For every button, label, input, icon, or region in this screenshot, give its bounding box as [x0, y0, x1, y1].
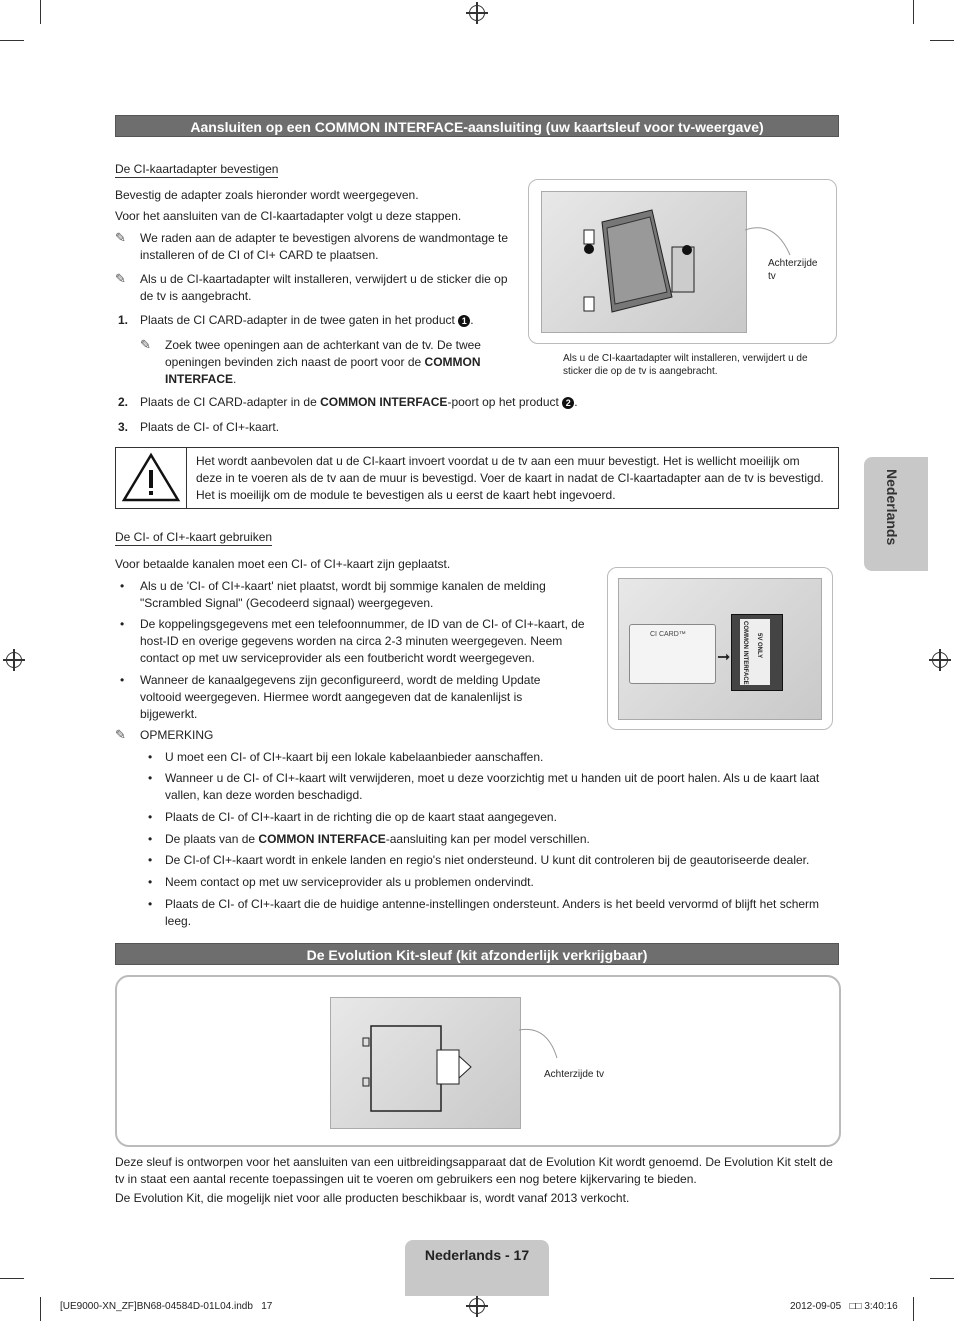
bullet-icon: •	[148, 897, 153, 911]
paragraph: Bevestig de adapter zoals hieronder wordt weergegeven.	[115, 188, 419, 202]
language-tab	[864, 457, 928, 571]
warning-box	[115, 447, 839, 509]
figure-label: Achterzijde tv	[544, 1069, 605, 1080]
pencil-note-icon: ✎	[115, 271, 126, 286]
step-number: 2.	[118, 395, 129, 409]
registration-mark-icon	[469, 1298, 485, 1314]
bullet-icon: •	[148, 771, 153, 785]
step-3: Plaats de CI- of CI+-kaart.	[140, 420, 280, 434]
step-number: 1.	[118, 313, 129, 327]
figure-evolution-image	[330, 997, 521, 1129]
crop-mark	[913, 0, 914, 24]
crop-mark	[0, 40, 24, 41]
card-label: CI CARD™	[650, 631, 686, 638]
crop-mark	[40, 1297, 41, 1321]
figure-caption: Als u de CI-kaartadapter wilt installeren, verwijdert u de sticker die op de tv is aangebracht.	[563, 353, 808, 377]
slot-label: COMMON INTERFACE	[742, 621, 748, 685]
figure-card-image	[618, 578, 822, 720]
bullet-icon: •	[148, 832, 153, 846]
bullet-icon: •	[148, 810, 153, 824]
paragraph: Deze sleuf is ontworpen voor het aansluiten van een uitbreidingsapparaat dat de Evolution Kit wordt genoemd. De Evolution Kit stelt de tv in staat een aantal recente toepassingen uit te voeren om gebruikers een nog betere kijkervaring te bieden.	[115, 1155, 833, 1186]
bullet-icon: •	[120, 617, 125, 631]
crop-mark	[40, 0, 41, 24]
warning-icon	[116, 448, 186, 508]
section-title-evolution-kit: De Evolution Kit-sleuf (kit afzonderlijk verkrijgbaar)	[115, 943, 839, 965]
language-tab-label: Nederlands	[884, 469, 900, 546]
note: Als u de CI-kaartadapter wilt installeren, verwijdert u de sticker die op de tv is aangebracht.	[140, 272, 508, 303]
arrow-right-icon: ➞	[717, 649, 731, 666]
pencil-note-icon: ✎	[115, 727, 126, 742]
page-number-tab	[405, 1240, 549, 1296]
registration-mark-icon	[469, 5, 485, 21]
pointer-curve	[519, 1025, 564, 1065]
marker-2-icon: 2	[562, 397, 574, 409]
bullet-icon: •	[120, 673, 125, 687]
list-item: Wanneer de kanaalgegevens zijn geconfigureerd, wordt de melding Update voltooid weergegeven. Hiermee wordt aangegeven dat de kanalenlijst is bijgewerkt.	[140, 673, 541, 721]
footer-date: 2012-09-05 □□ 3:40:16	[790, 1301, 898, 1312]
pencil-note-icon: ✎	[140, 337, 151, 352]
list-item: De CI-of CI+-kaart wordt in enkele landen en regio's niet ondersteund. U kunt dit controleren bij de geautoriseerde dealer.	[165, 853, 810, 867]
step-1: Plaats de CI CARD-adapter in de twee gaten in het product 1 .	[140, 313, 474, 327]
step-2: Plaats de CI CARD-adapter in de COMMON INTERFACE-poort op het product 2 .	[140, 395, 578, 409]
list-item: Als u de 'CI- of CI+-kaart' niet plaatst, wordt bij sommige kanalen de melding "Scrambled Signal" (Gecodeerd signaal) weergegeven.	[140, 579, 546, 610]
figure-label: Achterzijde tv	[768, 258, 818, 282]
paragraph: De Evolution Kit, die mogelijk niet voor alle producten beschikbaar is, wordt vanaf 2013 verkocht.	[115, 1191, 630, 1205]
list-item: Plaats de CI- of CI+-kaart die de huidige antenne-instellingen ondersteunt. Anders is het beeld vervormd of blijft het scherm leeg.	[165, 897, 820, 928]
paragraph: Voor het aansluiten van de CI-kaartadapter volgt u deze stappen.	[115, 209, 462, 223]
footer-file: [UE9000-XN_ZF]BN68-04584D-01L04.indb 17	[60, 1301, 273, 1312]
list-item: Plaats de CI- of CI+-kaart in de richting die op de kaart staat aangegeven.	[165, 810, 557, 824]
note-label: OPMERKING	[140, 728, 214, 742]
marker-1-icon: 1	[458, 315, 470, 327]
pointer-curve	[745, 220, 795, 260]
note: We raden aan de adapter te bevestigen alvorens de wandmontage te installeren of de CI of CI+ CARD te plaatsen.	[140, 231, 509, 262]
list-item: U moet een CI- of CI+-kaart bij een lokale kabelaanbieder aanschaffen.	[165, 750, 544, 764]
list-item: De plaats van de COMMON INTERFACE-aansluiting kan per model verschillen.	[165, 832, 590, 846]
crop-mark	[930, 40, 954, 41]
bullet-icon: •	[148, 750, 153, 764]
registration-mark-icon	[932, 652, 948, 668]
pencil-note-icon: ✎	[115, 230, 126, 245]
crop-mark	[0, 1278, 24, 1279]
bullet-icon: •	[148, 853, 153, 867]
bullet-icon: •	[148, 875, 153, 889]
section-title-common-interface: Aansluiten op een COMMON INTERFACE-aansluiting (uw kaartsleuf voor tv-weergave)	[115, 115, 839, 137]
list-item: De koppelingsgegevens met een telefoonnummer, de ID van de CI- of CI+-kaart, de host-ID en overige gegevens worden na circa 2-3 minuten weergegeven. Neem contact op met uw serviceprovider als een foutbericht wordt weergegeven.	[140, 617, 585, 665]
page-number: Nederlands - 17	[424, 1247, 530, 1263]
slot-label-voltage: 5V ONLY	[756, 633, 762, 659]
subheading-card: De CI- of CI+-kaart gebruiken	[115, 530, 273, 544]
bullet-icon: •	[120, 579, 125, 593]
subheading-adapter: De CI-kaartadapter bevestigen	[115, 162, 279, 176]
crop-mark	[913, 1297, 914, 1321]
registration-mark-icon	[6, 652, 22, 668]
step-1-note: Zoek twee openingen aan de achterkant van de tv. De twee openingen bevinden zich naast de poort voor de COMMON INTERFACE.	[165, 338, 481, 386]
step-number: 3.	[118, 420, 129, 434]
paragraph: Voor betaalde kanalen moet een CI- of CI+-kaart zijn geplaatst.	[115, 557, 451, 571]
warning-text: Het wordt aanbevolen dat u de CI-kaart invoert voordat u de tv aan een muur bevestigt. Het is wellicht moeilijk om deze in te voeren als de tv aan de muur is bevestigd. Voer de kaart in nadat de CI-kaartadapter aan de tv is bevestigd. Het is moeilijk om de module te bevestigen als u eerst de kaart hebt ingevoerd.	[196, 454, 824, 502]
list-item: Neem contact op met uw serviceprovider als u problemen ondervindt.	[165, 875, 534, 889]
figure-adapter-image	[541, 191, 747, 333]
list-item: Wanneer u de CI- of CI+-kaart wilt verwijderen, moet u deze voorzichtig met u handen uit de poort halen. Als u de kaart laat vallen, kan deze worden beschadigd.	[165, 771, 820, 802]
crop-mark	[930, 1278, 954, 1279]
